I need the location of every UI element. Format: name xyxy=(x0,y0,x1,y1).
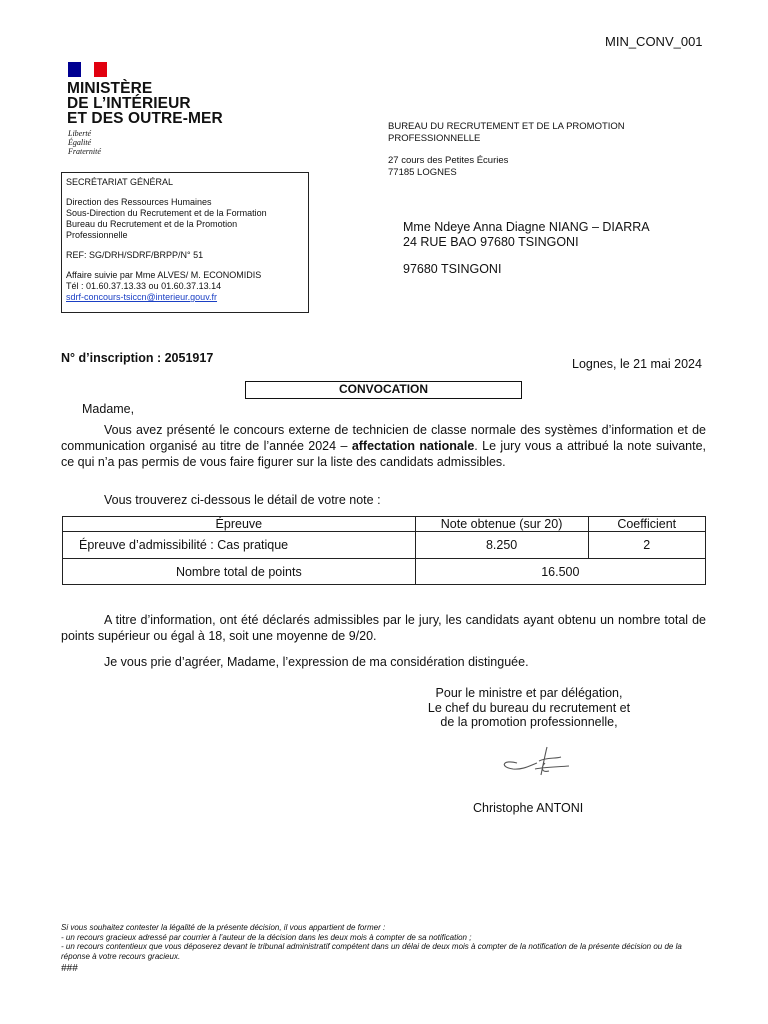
paragraph-closing: Je vous prie d’agréer, Madame, l’expression de ma considération distinguée. xyxy=(104,655,529,669)
flag-white xyxy=(81,62,94,77)
cell-epreuve: Épreuve d’admissibilité : Cas pratique xyxy=(63,532,416,559)
header-epreuve: Épreuve xyxy=(63,517,416,532)
paragraph-result: Vous avez présenté le concours externe de technicien de classe normale des systèmes d’information et de communication organisé au titre de l’année 2024 – affectation nationale. Le jury vous a attribué la note suivante, ce qui n’a pas permis de vous faire figurer sur la liste des candidats admissibles. xyxy=(61,423,707,469)
flag-red xyxy=(94,62,107,77)
signature-block: Pour le ministre et par délégation, Le chef du bureau du recrutement et de la promotion professionnelle, xyxy=(427,686,631,729)
handwritten-signature xyxy=(495,745,575,781)
detail-intro: Vous trouverez ci-dessous le détail de votre note : xyxy=(104,493,381,507)
table-row xyxy=(63,532,706,559)
end-mark: ### xyxy=(61,963,78,974)
republic-flag-logo xyxy=(68,62,107,77)
secretariat-box: SECRÉTARIAT GÉNÉRAL Direction des Ressources Humaines Sous-Direction du Recrutement et de la Formation Bureau du Recrutement et de la Promotion Professionnelle REF: SG/DRH/SDRF/BRPP/N° 51 Affaire suivie par Mme ALVES/ M. ECONOMIDIS Tél : 01.60.37.13.33 ou 01.60.37.13.14 sdrf-concours-tsiccn@interieur.gouv.fr xyxy=(61,172,309,313)
reference-line: REF: SG/DRH/SDRF/BRPP/N° 51 xyxy=(66,250,204,260)
bureau-header: BUREAU DU RECRUTEMENT ET DE LA PROMOTION PROFESSIONNELLE 27 cours des Petites Écuries 77185 LOGNES xyxy=(388,121,625,178)
paragraph-admissibility: A titre d’information, ont été déclarés admissibles par le jury, les candidats ayant obtenu un nombre total de points supérieur ou égal à 18, soit une moyenne de 9/20. xyxy=(61,613,706,643)
total-value: 16.500 xyxy=(415,559,705,585)
document-reference: MIN_CONV_001 xyxy=(605,34,703,49)
header-coefficient: Coefficient xyxy=(588,517,706,532)
letter-date: Lognes, le 21 mai 2024 xyxy=(572,357,702,371)
signer-name: Christophe ANTONI xyxy=(473,801,584,815)
inscription-number: N° d’inscription : 2051917 xyxy=(61,351,214,365)
score-table xyxy=(62,516,706,585)
header-note: Note obtenue (sur 20) xyxy=(415,517,588,532)
recipient-name: Mme Ndeye Anna Diagne NIANG – DIARRA xyxy=(403,220,650,234)
ministry-name: MINISTÈRE DE L’INTÉRIEUR ET DES OUTRE-MER xyxy=(67,80,223,127)
convocation-title: CONVOCATION xyxy=(245,381,522,399)
table-header-row xyxy=(63,517,706,532)
republic-motto: Liberté Égalité Fraternité xyxy=(68,129,101,156)
total-label: Nombre total de points xyxy=(63,559,416,585)
cell-coefficient: 2 xyxy=(588,532,706,559)
flag-blue xyxy=(68,62,81,77)
cell-note: 8.250 xyxy=(415,532,588,559)
legal-footer: Si vous souhaitez contester la légalité de la présente décision, il vous appartient de former : - un recours gracieux adressé par courrier à l’auteur de la décision dans les deux mois à compter de sa notification ; - un recours contentieux que vous déposerez devant le tribunal administratif compétent dans un délai de deux mois à compter de la notification de la présente décision ou de la réponse à votre recours gracieux. xyxy=(61,923,682,961)
salutation: Madame, xyxy=(82,402,135,416)
contact-email-link[interactable]: sdrf-concours-tsiccn@interieur.gouv.fr xyxy=(66,292,218,302)
table-total-row xyxy=(63,559,706,585)
recipient-address: Mme Ndeye Anna Diagne NIANG – DIARRA 24 RUE BAO 97680 TSINGONI 97680 TSINGONI xyxy=(403,220,650,276)
